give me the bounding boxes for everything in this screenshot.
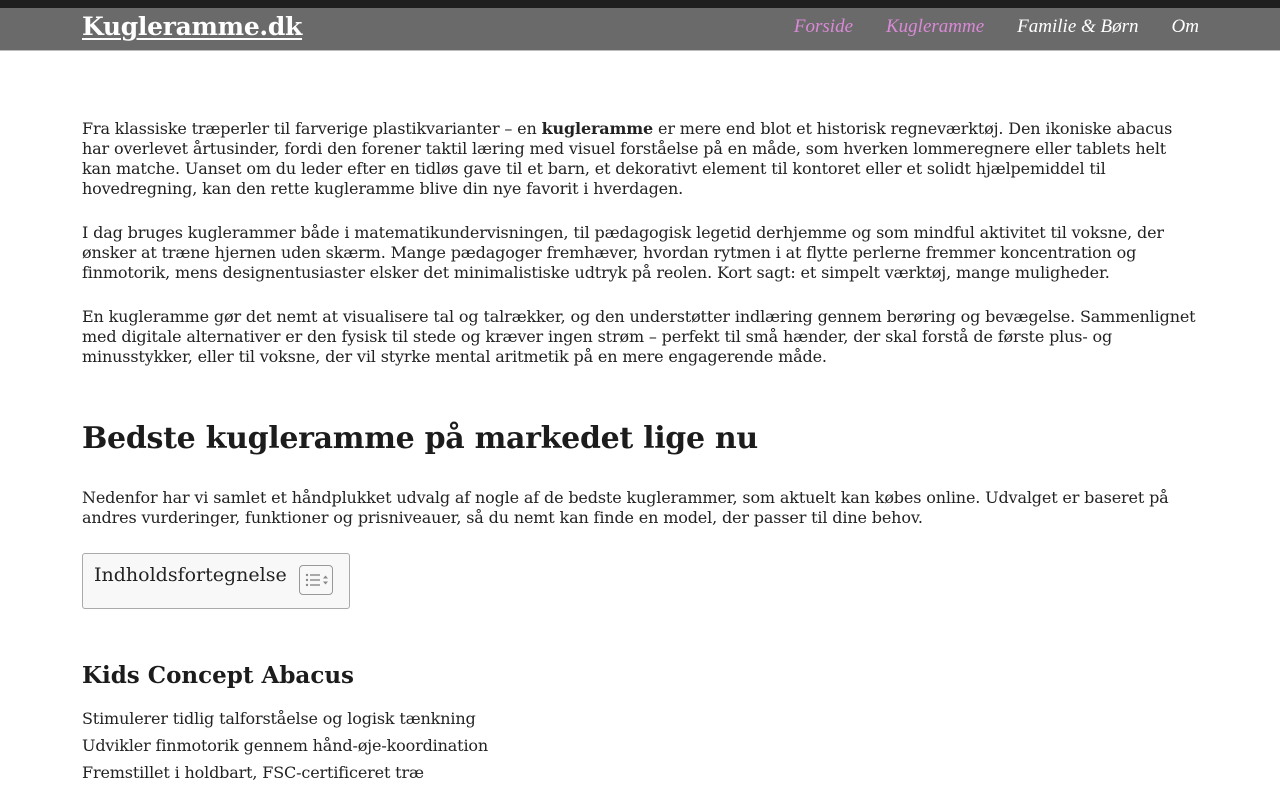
intro-paragraph-3: En kugleramme gør det nemt at visualisere tal og talrækker, og den understøtter indlæring gennem berøring og bevægelse. Sammenlignet med digitale alternativer er den fysisk til stede og kræver ingen strøm – perfekt til små hænder, der skal forstå de første plus- og minusstykker, eller til voksne, der vil styrke mental aritmetik på en mere engagerende måde.: [82, 307, 1196, 366]
main-nav: [794, 16, 1199, 38]
nav-item-forside[interactable]: Forside: [793, 16, 853, 37]
toc-title: Indholdsfortegnelse: [94, 564, 287, 586]
list-toggle-icon: [300, 566, 332, 594]
nav-item-kugleramme[interactable]: Kugleramme: [886, 16, 985, 37]
top-strip: [0, 0, 1280, 8]
table-of-contents: [82, 553, 350, 609]
intro-keyword: kugleramme: [541, 119, 654, 138]
list-item: Stimulerer tidlig talforståelse og logisk tænkning: [82, 709, 476, 728]
intro-text-end: er mere end blot et historisk regneværktøj. Den ikoniske abacus har overlevet årtusinder, fordi den forener taktil læring med visuel forståelse på en måde, som hverken lommeregnere eller tablets helt kan matche. Uanset om du leder efter en tidløs gave til et barn, et dekorativt element til kontoret eller et solidt hjælpemiddel til hovedregning, kan den rette kugleramme blive din nye favorit i hverdagen.: [82, 119, 1173, 198]
list-item: Udvikler finmotorik gennem hånd-øje-koordination: [82, 736, 489, 755]
main-content: [82, 119, 1199, 790]
nav-item-familie-born[interactable]: Familie & Børn: [1017, 16, 1139, 37]
toc-toggle-button[interactable]: [299, 565, 333, 595]
intro-paragraph-2: I dag bruges kuglerammer både i matematikundervisningen, til pædagogisk legetid derhjemme og som mindful aktivitet til voksne, der ønsker at træne hjernen uden skærm. Mange pædagoger fremhæver, hvordan rytmen i at flytte perlerne fremmer koncentration og finmotorik, mens designentusiaster elsker det minimalistiske udtryk på reolen. Kort sagt: et simpelt værktøj, mange muligheder.: [82, 223, 1164, 282]
best-heading: Bedste kugleramme på markedet lige nu: [82, 421, 758, 456]
best-intro-text: Nedenfor har vi samlet et håndplukket udvalg af nogle af de bedste kuglerammer, som aktuelt kan købes online. Udvalget er baseret på andres vurderinger, funktioner og prisniveauer, så du nemt kan finde en model, der passer til dine behov.: [82, 488, 1169, 527]
list-item: Fremstillet i holdbart, FSC-certificeret træ: [82, 763, 424, 782]
intro-text-start: Fra klassiske træperler til farverige plastikvarianter – en: [82, 119, 542, 138]
nav-item-om[interactable]: Om: [1171, 16, 1199, 37]
site-header: [0, 8, 1280, 51]
product-title: Kids Concept Abacus: [82, 662, 354, 689]
product-feature-list: [82, 709, 1199, 783]
site-logo-link[interactable]: Kugleramme.dk: [82, 12, 303, 41]
intro-paragraph-1: [82, 119, 1199, 199]
